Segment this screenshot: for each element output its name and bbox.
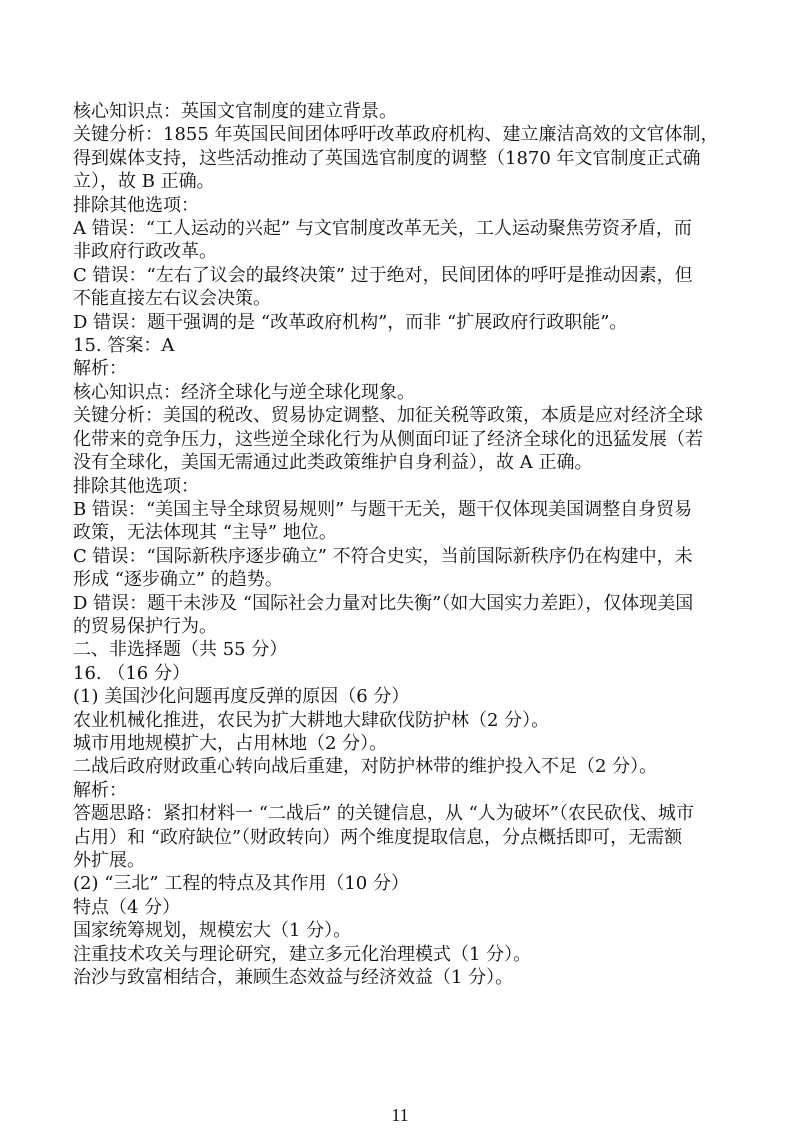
text-line: 注重技术攻关与理论研究，建立多元化治理模式（1 分）。 <box>73 943 532 965</box>
text-line: 关键分析：1855 年英国民间团体呼吁改革政府机构、建立廉洁高效的文官体制， <box>73 124 719 146</box>
text-line: 解析： <box>73 779 127 801</box>
text-line: A 错误：“工人运动的兴起” 与文官制度改革无关，工人运动聚焦劳资矛盾，而 <box>73 218 692 240</box>
text-line: 非政府行政改革。 <box>73 241 217 263</box>
text-line: 排除其他选项： <box>73 194 199 216</box>
text-line: 农业机械化推进，农民为扩大耕地大肆砍伐防护林（2 分）。 <box>73 709 550 731</box>
text-line: C 错误：“国际新秩序逐步确立” 不符合史实，当前国际新秩序仍在构建中，未 <box>73 545 693 567</box>
text-line: 不能直接左右议会决策。 <box>73 288 271 310</box>
text-line: 二、非选择题（共 55 分） <box>73 639 288 661</box>
text-line: D 错误：题干未涉及 “国际社会力量对比失衡”（如大国实力差距），仅体现美国 <box>73 592 694 614</box>
text-line: 化带来的竞争压力，这些逆全球化行为从侧面印证了经济全球化的迅猛发展（若 <box>73 428 703 450</box>
text-line: 占用）和 “政府缺位”（财政转向）两个维度提取信息，分点概括即可，无需额 <box>73 826 683 848</box>
text-line: 答题思路：紧扣材料一 “二战后” 的关键信息，从 “人为破坏”（农民砍伐、城市 <box>73 803 694 825</box>
text-line: 15. 答案：A <box>73 335 175 357</box>
text-line: 没有全球化，美国无需通过此类政策维护自身利益），故 A 正确。 <box>73 452 593 474</box>
text-line: 国家统筹规划，规模宏大（1 分）。 <box>73 920 352 942</box>
text-line: 关键分析：美国的税改、贸易协定调整、加征关税等政策，本质是应对经济全球 <box>73 405 703 427</box>
text-line: 形成 “逐步确立” 的趋势。 <box>73 569 283 591</box>
text-line: 二战后政府财政重心转向战后重建，对防护林带的维护投入不足（2 分）。 <box>73 756 658 778</box>
text-line: 特点（4 分） <box>73 896 181 918</box>
text-line: 外扩展。 <box>73 850 145 871</box>
text-line: 核心知识点：经济全球化与逆全球化现象。 <box>73 381 415 403</box>
text-line: C 错误：“左右了议会的最终决策” 过于绝对，民间团体的呼吁是推动因素，但 <box>73 264 693 286</box>
text-line: 治沙与致富相结合，兼顾生态效益与经济效益（1 分）。 <box>73 967 514 989</box>
text-line: 立），故 B 正确。 <box>73 171 215 193</box>
text-line: (1) 美国沙化问题再度反弹的原因（6 分） <box>73 686 410 708</box>
text-line: 16. （16 分） <box>73 662 190 684</box>
text-line: 城市用地规模扩大，占用林地（2 分）。 <box>73 732 388 754</box>
text-line: 政策，无法体现其 “主导” 地位。 <box>73 522 337 544</box>
document-body <box>73 100 733 989</box>
text-line: (2) “三北” 工程的特点及其作用（10 分） <box>73 873 409 895</box>
text-line: 解析： <box>73 358 127 380</box>
text-line: 核心知识点：英国文官制度的建立背景。 <box>73 101 397 122</box>
text-line: D 错误：题干强调的是 “改革政府机构”，而非 “扩展政府行政职能”。 <box>73 311 628 333</box>
text-line: 的贸易保护行为。 <box>73 615 217 637</box>
text-line: 排除其他选项： <box>73 475 199 497</box>
text-line: 得到媒体支持，这些活动推动了英国选官制度的调整（1870 年文官制度正式确 <box>73 147 701 169</box>
page-number: 11 <box>391 1105 409 1125</box>
text-line: B 错误：“美国主导全球贸易规则” 与题干无关，题干仅体现美国调整自身贸易 <box>73 498 693 520</box>
